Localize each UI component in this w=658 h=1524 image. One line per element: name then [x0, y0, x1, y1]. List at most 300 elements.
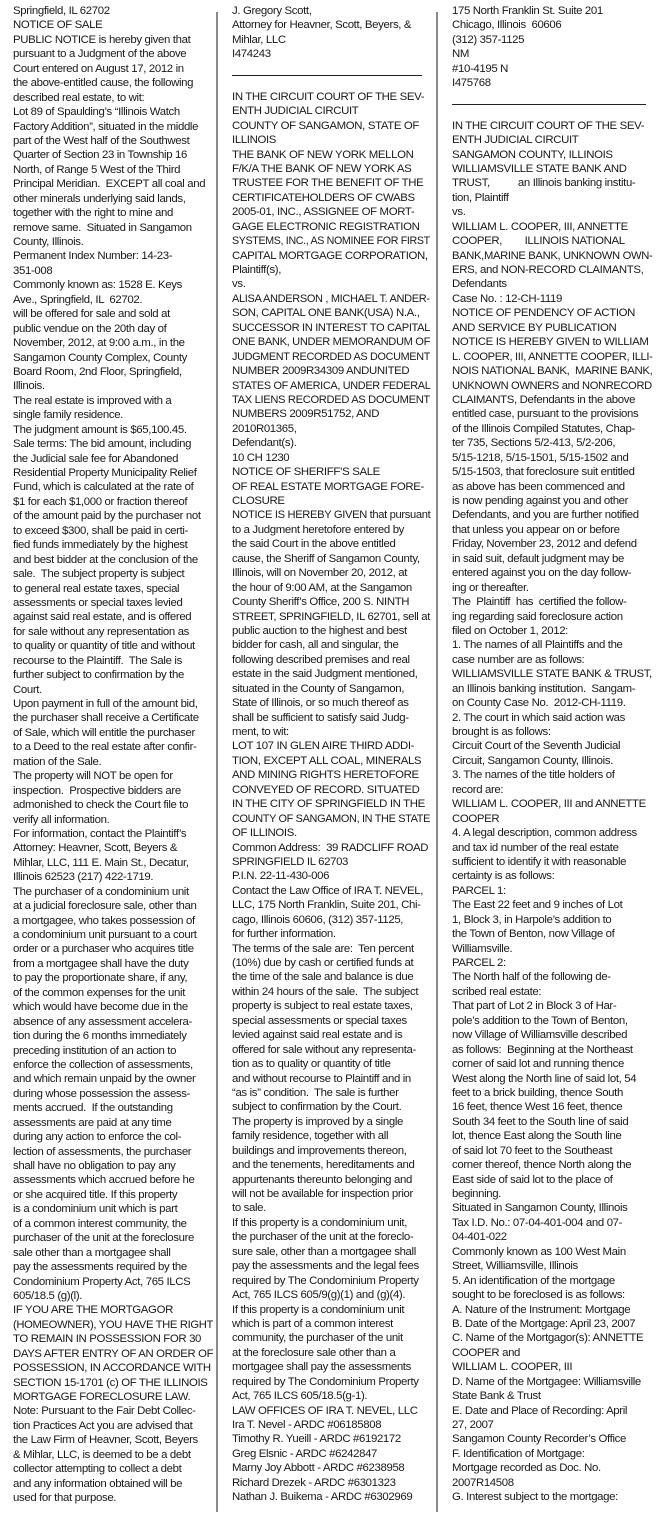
text-line: #10-4195 N: [452, 62, 509, 75]
column-divider: [436, 12, 438, 1512]
text-line: ment, to wit:: [232, 726, 289, 738]
text-line: Illinois 62523 (217) 422-1719.: [13, 871, 154, 884]
text-line: P.I.N. 22-11-430-006: [232, 870, 330, 883]
text-line: IN THE CIRCUIT COURT OF THE SEV-: [232, 90, 425, 103]
text-line: the time of the sale and balance is due: [232, 971, 414, 984]
text-line: part of the West half of the Southwest: [13, 134, 190, 147]
text-line: pay the assessments and the legal fees: [232, 1260, 419, 1273]
text-line: UNKNOWN OWNERS and NONRECORD: [452, 379, 652, 392]
text-line: at a judicial foreclosure sale, other than: [13, 900, 197, 913]
text-line: JUDGMENT RECORDED AS DOCUMENT: [232, 350, 431, 363]
text-line: CLOSURE: [232, 495, 285, 507]
text-line: MORTGAGE FORECLOSURE LAW.: [13, 1391, 191, 1403]
text-line: Sangamon County Complex, County: [13, 351, 188, 364]
text-line: an Illinois banking institution. Sangam-: [452, 682, 636, 695]
text-line: Fund, which is calculated at the rate of: [13, 481, 194, 494]
text-line: The East 22 feet and 9 inches of Lot: [452, 899, 623, 912]
text-line: Ira T. Nevel - ARDC #06185808: [232, 1419, 382, 1431]
text-line: ERS, and NON-RECORD CLAIMANTS,: [452, 264, 644, 276]
text-line: at the foreclosure sale other than a: [232, 1346, 396, 1359]
text-line: I474243: [232, 48, 271, 61]
text-line: vs.: [452, 206, 466, 219]
text-line: ter 735, Sections 5/2-413, 5/2-206,: [452, 437, 616, 450]
text-line: sale other than a mortgagee shall: [13, 1246, 171, 1259]
text-line: The property will NOT be open for: [13, 770, 173, 783]
text-line: in said suit, default judgment may be: [452, 552, 624, 565]
text-line: C. Name of the Mortgagor(s): ANNETTE: [452, 1332, 644, 1345]
text-line: Upon payment in full of the amount bid,: [13, 698, 198, 710]
text-line: Principal Meridian. EXCEPT all coal and: [13, 178, 206, 191]
text-line: Marny Joy Abbott - ARDC #6238958: [232, 1462, 405, 1475]
text-line: Situated in Sangamon County, Illinois: [452, 1202, 628, 1215]
text-line: subject to confirmation by the Court.: [232, 1101, 402, 1114]
text-line: collector attempting to collect a debt: [13, 1463, 182, 1476]
text-line: Quarter of Section 23 in Township 16: [13, 149, 187, 162]
text-line: Contact the Law Office of IRA T. NEVEL,: [232, 884, 424, 897]
text-line: is now pending against you and other: [452, 495, 629, 507]
text-line: WILLIAM L. COOPER, III, ANNETTE: [452, 220, 628, 233]
text-line: admonished to check the Court file to: [13, 799, 189, 812]
text-line: lot, thence East along the South line: [452, 1130, 622, 1143]
text-line: State of Illinois, or so much thereof as: [232, 697, 409, 710]
text-line: The purchaser of a condominium unit: [13, 885, 189, 898]
text-line: Timothy R. Yueill - ARDC #6192172: [232, 1433, 401, 1446]
text-line: vs.: [232, 278, 246, 291]
text-line: ing regarding said foreclosure action: [452, 610, 623, 623]
text-line: purchaser of the unit at the foreclosure: [13, 1232, 195, 1245]
text-line: NOIS NATIONAL BANK, MARINE BANK,: [452, 365, 653, 378]
text-line: 5/15-1218, 5/15-1501, 5/15-1502 and: [452, 451, 629, 464]
text-line: 351-008: [13, 264, 53, 277]
text-line: NOTICE OF PENDENCY OF ACTION: [452, 307, 636, 320]
text-line: absence of any assessment accelera-: [13, 1015, 192, 1028]
text-line: shall have no obligation to pay any: [13, 1160, 176, 1172]
text-line: cause, the Sheriff of Sangamon County,: [232, 552, 420, 565]
text-line: situated in the County of Sangamon,: [232, 682, 405, 695]
text-line: mortgagee shall pay the assessments: [232, 1361, 411, 1374]
text-line: State Bank & Trust: [452, 1390, 541, 1403]
text-line: of the Illinois Compiled Statutes, Chap-: [452, 422, 635, 435]
text-line: Factory Addition”, situated in the middle: [13, 120, 199, 133]
text-line: to quality or quantity of title and without: [13, 640, 195, 653]
text-line: Commonly known as 100 West Main: [452, 1245, 626, 1258]
text-line: STATES OF AMERICA, UNDER FEDERAL: [232, 379, 431, 392]
text-line: The North half of the following de-: [452, 971, 611, 984]
text-line: Mihlar, LLC, 111 E. Main St., Decatur,: [13, 856, 189, 869]
text-line: WILLIAMSVILLE STATE BANK & TRUST,: [452, 668, 652, 681]
text-line: the Law Firm of Heavner, Scott, Beyers: [13, 1434, 198, 1447]
text-line: during whose possession the assess-: [13, 1087, 191, 1100]
text-line: 10 CH 1230: [232, 451, 290, 464]
text-line: SPRINGFIELD IL 62703: [232, 855, 349, 868]
text-line: the hour of 9:00 AM, at the Sangamon: [232, 581, 412, 594]
text-line: Illinois.: [13, 380, 45, 393]
text-line: The real estate is improved with a: [13, 394, 172, 407]
text-line: Richard Drezek - ARDC #6301323: [232, 1476, 396, 1489]
text-line: If this property is a condominium unit: [232, 1303, 405, 1316]
text-line: NOTICE IS HEREBY GIVEN to WILLIAM: [452, 336, 649, 349]
text-line: CAPITAL MORTGAGE CORPORATION,: [232, 249, 428, 262]
text-line: inspection. Prospective bidders are: [13, 784, 181, 797]
text-line: GAGE ELECTRONIC REGISTRATION: [232, 220, 420, 233]
text-line: or she acquired title. If this property: [13, 1188, 178, 1201]
text-line: TRUSTEE FOR THE BENEFIT OF THE: [232, 177, 424, 190]
text-line: to a Deed to the real estate after confir-: [13, 741, 197, 754]
text-line: 2010R01365,: [232, 422, 297, 435]
text-line: from a mortgagee shall have the duty: [13, 957, 189, 970]
text-line: Defendant(s).: [232, 437, 297, 450]
text-line: which is part of a common interest: [232, 1317, 393, 1330]
text-line: DAYS AFTER ENTRY OF AN ORDER OF: [13, 1347, 214, 1360]
text-line: family residence, together with all: [232, 1130, 389, 1143]
text-line: sufficient to identify it with reasonable: [452, 855, 627, 868]
text-line: public auction to the highest and best: [232, 624, 407, 637]
text-line: property is subject to real estate taxes,: [232, 1000, 413, 1013]
text-line: now Village of Williamsville described: [452, 1029, 628, 1042]
text-line: TAX LIENS RECORDED AS DOCUMENT: [232, 393, 430, 406]
text-line: 2. The court in which said action was: [452, 711, 625, 724]
text-line: the purchaser of the unit at the foreclo-: [232, 1231, 414, 1244]
text-line: which would have become due in the: [13, 1001, 188, 1014]
text-line: required by The Condominium Property: [232, 1375, 419, 1388]
text-line: POSSESSION, IN ACCORDANCE WITH: [13, 1362, 211, 1375]
text-line: the above-entitled cause, the following: [13, 77, 194, 90]
text-line: and without recourse to Plaintiff and in: [232, 1072, 411, 1085]
text-line: Plaintiff(s),: [232, 264, 282, 276]
text-line: beginning.: [452, 1188, 502, 1200]
text-line: NOTICE OF SALE: [13, 19, 103, 32]
text-line: entered against you on the day follow-: [452, 567, 632, 580]
notice-block: [452, 119, 652, 1505]
text-line: Sale terms: The bid amount, including: [13, 438, 192, 451]
text-line: assessments are paid at any time: [13, 1116, 172, 1129]
text-line: County Sheriff’s Office, 200 S. NINTH: [232, 596, 410, 609]
text-line: The property is improved by a single: [232, 1115, 404, 1128]
text-line: Note: Pursuant to the Fair Debt Collec-: [13, 1405, 196, 1418]
text-line: and the tenements, hereditaments and: [232, 1159, 415, 1172]
text-line: and best bidder at the conclusion of the: [13, 553, 198, 566]
text-line: The Plaintiff has certified the follow-: [452, 596, 627, 609]
notice-block: [13, 4, 213, 1506]
text-line: entitled case, pursuant to the provisions: [452, 408, 639, 421]
text-line: enforce the collection of assessments,: [13, 1058, 193, 1071]
text-line: to sale.: [232, 1202, 266, 1215]
notice-block: [232, 90, 430, 1505]
text-line: Circuit, Sangamon County, Illinois.: [452, 754, 614, 767]
text-line: preceding institution of an action to: [13, 1044, 177, 1057]
text-line: for sale without any representation as: [13, 625, 190, 638]
text-line: Sangamon County Recorder’s Office: [452, 1433, 626, 1446]
text-line: appurtenants thereunto belonging and: [232, 1173, 412, 1186]
text-line: the Judicial sale fee for Abandoned: [13, 452, 179, 465]
text-line: (312) 357-1125: [452, 33, 525, 46]
text-line: Case No. : 12-CH-1119: [452, 292, 562, 305]
text-line: verify all information.: [13, 813, 110, 826]
text-line: THE BANK OF NEW YORK MELLON: [232, 148, 414, 161]
text-line: IN THE CITY OF SPRINGFIELD IN THE: [232, 798, 425, 811]
text-line: Residential Property Municipality Relief: [13, 467, 197, 479]
notice-block: [232, 4, 430, 62]
column-2-sheriffs-sale-notice: [232, 4, 430, 1505]
text-line: F/K/A THE BANK OF NEW YORK AS: [232, 162, 412, 175]
text-line: Common Address: 39 RADCLIFF ROAD: [232, 841, 429, 854]
text-line: Permanent Index Number: 14-23-: [13, 250, 173, 263]
text-line: B. Date of the Mortgage: April 23, 2007: [452, 1317, 636, 1330]
text-line: 16 feet, thence West 16 feet, thence: [452, 1101, 623, 1114]
text-line: other minerals underlying said lands,: [13, 192, 186, 205]
text-line: If this property is a condominium unit,: [232, 1216, 408, 1229]
text-line: PARCEL 1:: [452, 884, 506, 897]
text-line: The terms of the sale are: Ten percent: [232, 942, 414, 955]
text-line: estate in the said Judgment mentioned,: [232, 668, 418, 681]
text-line: TION, EXCEPT ALL COAL, MINERALS: [232, 754, 422, 767]
text-line: NUMBER 2009R34309 ANDUNITED: [232, 365, 410, 378]
text-line: (HOMEOWNER), YOU HAVE THE RIGHT: [13, 1318, 214, 1331]
text-line: J. Gregory Scott,: [232, 5, 312, 17]
text-line: the Town of Benton, now Village of: [452, 928, 615, 941]
text-line: 04-401-022: [452, 1231, 507, 1244]
text-line: COOPER: [452, 812, 500, 825]
text-line: tion, Plaintiff: [452, 191, 509, 204]
text-line: sought to be foreclosed is as follows:: [452, 1289, 625, 1302]
column-1-notice-of-sale: [13, 4, 213, 1506]
text-line: and which remain unpaid by the owner: [13, 1073, 196, 1086]
text-line: Attorney: Heavner, Scott, Beyers &: [13, 842, 178, 855]
text-line: pay the assessments required by the: [13, 1261, 187, 1274]
text-line: NM: [452, 48, 470, 61]
text-line: special assessments or special taxes: [232, 1014, 407, 1027]
text-line: feet to a brick building, thence South: [452, 1086, 623, 1099]
text-line: Street, Williamsville, Illinois: [452, 1260, 578, 1273]
text-line: used for that purpose.: [13, 1492, 117, 1505]
text-line: and tax id number of the real estate: [452, 841, 619, 854]
text-line: 175 North Franklin St. Suite 201: [452, 5, 603, 17]
text-line: to exceed $300, shall be paid in certi-: [13, 524, 189, 537]
text-line: CERTIFICATEHOLDERS OF CWABS: [232, 191, 415, 204]
text-line: Williamsville.: [452, 942, 513, 955]
text-line: COUNTY OF SANGAMON, IN THE STATE: [232, 812, 431, 825]
text-line: PARCEL 2:: [452, 957, 506, 969]
text-line: Act, 765 ILCS 605/9(g)(1) and (g)(4).: [232, 1289, 406, 1302]
text-line: LAW OFFICES OF IRA T. NEVEL, LLC: [232, 1404, 418, 1417]
text-line: order or a purchaser who acquires title: [13, 943, 194, 956]
text-line: lection of assessments, the purchaser: [13, 1145, 192, 1158]
text-line: further subject to confirmation by the: [13, 669, 184, 682]
text-line: TO REMAIN IN POSSESSION FOR 30: [13, 1333, 202, 1346]
text-line: within 24 hours of the sale. The subject: [232, 985, 419, 998]
text-line: during any action to enforce the col-: [13, 1131, 182, 1144]
text-line: AND SERVICE BY PUBLICATION: [452, 321, 617, 334]
text-line: Illinois, will on November 20, 2012, at: [232, 567, 408, 580]
text-line: is a condominium unit which is part: [13, 1203, 178, 1216]
text-line: L. COOPER, III, ANNETTE COOPER, ILLI-: [452, 350, 653, 363]
text-line: WILLIAM L. COOPER, III: [452, 1361, 573, 1374]
text-line: The judgment amount is $65,100.45.: [13, 423, 187, 436]
text-line: ONE BANK, UNDER MEMORANDUM OF: [232, 336, 431, 349]
text-line: Court entered on August 17, 2012 in: [13, 62, 184, 75]
text-line: 3. The names of the title holders of: [452, 769, 615, 782]
text-line: a condominium unit pursuant to a court: [13, 929, 197, 941]
notice-separator-rule: [452, 104, 646, 105]
text-line: WILLIAMSVILLE STATE BANK AND: [452, 162, 627, 175]
text-line: Chicago, Illinois 60606: [452, 19, 562, 32]
text-line: STREET, SPRINGFIELD, IL 62701, sell at: [232, 610, 430, 623]
text-line: described real estate, to wit:: [13, 91, 145, 104]
text-line: SON, CAPITAL ONE BANK(USA) N.A.,: [232, 307, 420, 320]
text-line: shall be sufficient to satisfy said Judg-: [232, 711, 409, 724]
text-line: ILLINOIS: [232, 134, 277, 147]
text-line: Attorney for Heavner, Scott, Beyers, &: [232, 19, 412, 32]
text-line: levied against said real estate and is: [232, 1029, 403, 1042]
text-line: as follows: Beginning at the Northeast: [452, 1043, 633, 1056]
text-line: following described premises and real: [232, 653, 410, 666]
text-line: the purchaser shall receive a Certificate: [13, 712, 199, 725]
text-line: IN THE CIRCUIT COURT OF THE SEV-: [452, 119, 645, 132]
text-line: SECTION 15-1701 (c) OF THE ILLINOIS: [13, 1376, 208, 1389]
text-line: Condominium Property Act, 765 ILCS: [13, 1275, 191, 1288]
text-line: AND MINING RIGHTS HERETOFORE: [232, 769, 419, 782]
text-line: ENTH JUDICIAL CIRCUIT: [232, 105, 359, 118]
notice-block: [452, 4, 652, 91]
text-line: OF ILLINOIS.: [232, 827, 297, 840]
column-divider: [216, 12, 218, 1512]
text-line: Circuit Court of the Seventh Judicial: [452, 740, 621, 753]
text-line: bidder for cash, all and singular, the: [232, 639, 399, 652]
text-line: of the common expenses for the unit: [13, 986, 186, 999]
text-line: a mortgagee, who takes possession of: [13, 914, 195, 927]
text-line: COOPER, ILLINOIS NATIONAL: [452, 235, 625, 248]
text-line: COUNTY OF SANGAMON, STATE OF: [232, 119, 420, 132]
text-line: filed on October 1, 2012:: [452, 624, 568, 637]
text-line: tion Practices Act you are advised that: [13, 1419, 193, 1432]
text-line: to general real estate taxes, special: [13, 582, 180, 595]
text-line: 27, 2007: [452, 1419, 494, 1431]
text-line: ENTH JUDICIAL CIRCUIT: [452, 134, 579, 147]
text-line: Friday, November 23, 2012 and defend: [452, 538, 637, 551]
text-line: assessments which accrued before he: [13, 1174, 195, 1187]
text-line: to pay the proportionate share, if any,: [13, 972, 188, 985]
text-line: against said real estate, and is offered: [13, 611, 192, 624]
text-line: East side of said lot to the place of: [452, 1173, 613, 1186]
text-line: BANK,MARINE BANK, UNKNOWN OWN-: [452, 249, 653, 262]
text-line: LOT 107 IN GLEN AIRE THIRD ADDI-: [232, 740, 415, 753]
text-line: as above has been commenced and: [452, 480, 625, 493]
text-line: tion as to quality or quantity of title: [232, 1058, 391, 1071]
text-line: NUMBERS 2009R51752, AND: [232, 408, 380, 421]
text-line: OF REAL ESTATE MORTGAGE FORE-: [232, 480, 424, 493]
text-line: For information, contact the Plaintiff’s: [13, 827, 187, 840]
text-line: required by The Condominium Property: [232, 1274, 419, 1287]
text-line: Mortgage recorded as Doc. No.: [452, 1462, 601, 1475]
text-line: COOPER and: [452, 1346, 521, 1359]
text-line: TRUST, an Illinois banking institu-: [452, 177, 636, 190]
text-line: tion during the 6 months immediately: [13, 1030, 187, 1043]
text-line: together with the right to mine and: [13, 207, 173, 220]
text-line: Greg Elsnic - ARDC #6242847: [232, 1447, 378, 1460]
text-line: Court.: [13, 683, 42, 696]
text-line: of the amount paid by the purchaser not: [13, 510, 201, 523]
text-line: That part of Lot 2 in Block 3 of Har-: [452, 1000, 617, 1013]
text-line: and any information obtained will be: [13, 1477, 183, 1490]
text-line: Defendants, and you are further notified: [452, 509, 639, 522]
text-line: SANGAMON COUNTY, ILLINOIS: [452, 148, 613, 161]
text-line: corner of said lot and running thence: [452, 1058, 624, 1071]
text-line: to a Judgment heretofore entered by: [232, 523, 405, 536]
text-line: Board Room, 2nd Floor, Springfield,: [13, 365, 182, 378]
text-line: LLC, 175 North Franklin, Suite 201, Chi-: [232, 899, 421, 912]
text-line: 5. An identification of the mortgage: [452, 1274, 615, 1287]
text-line: of said lot 70 feet to the Southeast: [452, 1144, 613, 1157]
text-line: Springfield, IL 62702: [13, 5, 110, 17]
text-line: NOTICE IS HEREBY GIVEN that pursuant: [232, 509, 431, 522]
text-line: 2007R14508: [452, 1476, 514, 1489]
text-line: single family residence.: [13, 409, 123, 422]
text-line: public vendue on the 20th day of: [13, 322, 167, 335]
text-line: will not be available for inspection prior: [232, 1188, 413, 1200]
text-line: 2005-01, INC., ASSIGNEE OF MORT-: [232, 206, 415, 219]
text-line: that unless you appear on or before: [452, 523, 620, 536]
text-line: assessments or special taxes levied: [13, 596, 183, 609]
text-line: brought is as follows:: [452, 726, 551, 738]
text-line: 1, Block 3, in Harpole’s addition to: [452, 913, 612, 926]
text-line: cago, Illinois 60606, (312) 357-1125,: [232, 913, 404, 926]
text-line: the said Court in the above entitled: [232, 538, 396, 551]
text-line: WILLIAM L. COOPER, III and ANNETTE: [452, 798, 646, 811]
text-line: IF YOU ARE THE MORTGAGOR: [13, 1304, 173, 1317]
text-line: ments accrued. If the outstanding: [13, 1102, 173, 1115]
text-line: 4. A legal description, common address: [452, 827, 637, 840]
text-line: Ave., Springfield, IL 62702.: [13, 293, 143, 306]
text-line: Mihlar, LLC: [232, 33, 286, 46]
text-line: E. Date and Place of Recording: April: [452, 1404, 628, 1417]
text-line: 5/15-1503, that foreclosure suit entitled: [452, 466, 635, 479]
text-line: for further information.: [232, 928, 336, 941]
text-line: Nathan J. Buikema - ARDC #6302969: [232, 1491, 413, 1504]
text-line: community, the purchaser of the unit: [232, 1332, 403, 1345]
text-line: (10%) due by cash or certified funds at: [232, 957, 414, 969]
text-line: D. Name of the Mortgagee: Williamsville: [452, 1375, 641, 1388]
text-line: $1 for each $1,000 or fraction thereof: [13, 495, 188, 508]
text-line: Act, 765 ILCS 605/18.5(g-1).: [232, 1390, 368, 1403]
text-line: Lot 89 of Spaulding’s “Illinois Watch: [13, 106, 180, 119]
text-line: West along the North line of said lot, 54: [452, 1072, 637, 1085]
text-line: Defendants: [452, 278, 507, 291]
text-line: will be offered for sale and sold at: [13, 308, 170, 321]
text-line: 1. The names of all Plaintiffs and the: [452, 639, 623, 652]
text-line: North, of Range 5 West of the Third: [13, 163, 181, 176]
text-line: PUBLIC NOTICE is hereby given that: [13, 33, 191, 46]
text-line: & Mihlar, LLC, is deemed to be a debt: [13, 1448, 191, 1461]
text-line: Commonly known as: 1528 E. Keys: [13, 279, 182, 292]
text-line: ALISA ANDERSON , MICHAEL T. ANDER-: [232, 292, 430, 305]
text-line: SUCCESSOR IN INTEREST TO CAPITAL: [232, 321, 431, 334]
text-line: NOTICE OF SHERIFF’S SALE: [232, 466, 380, 479]
text-line: recourse to the Plaintiff. The Sale is: [13, 654, 182, 667]
text-line: I475768: [452, 77, 491, 90]
column-3-pendency-of-action-notice: [452, 4, 652, 1505]
text-line: on County Case No. 2012-CH-1119.: [452, 697, 626, 710]
text-line: County, Illinois.: [13, 236, 84, 248]
text-line: buildings and improvements thereon,: [232, 1144, 407, 1157]
text-line: pole’s addition to the Town of Benton,: [452, 1014, 628, 1027]
text-line: certainty is as follows:: [452, 870, 555, 883]
text-line: South 34 feet to the South line of said: [452, 1115, 629, 1128]
text-line: fied funds immediately by the highest: [13, 539, 188, 552]
text-line: A. Nature of the Instrument: Mortgage: [452, 1303, 631, 1316]
text-line: ing or thereafter.: [452, 581, 529, 594]
text-line: 605/18.5 (g)(l).: [13, 1289, 83, 1302]
text-line: remove same. Situated in Sangamon: [13, 221, 192, 234]
